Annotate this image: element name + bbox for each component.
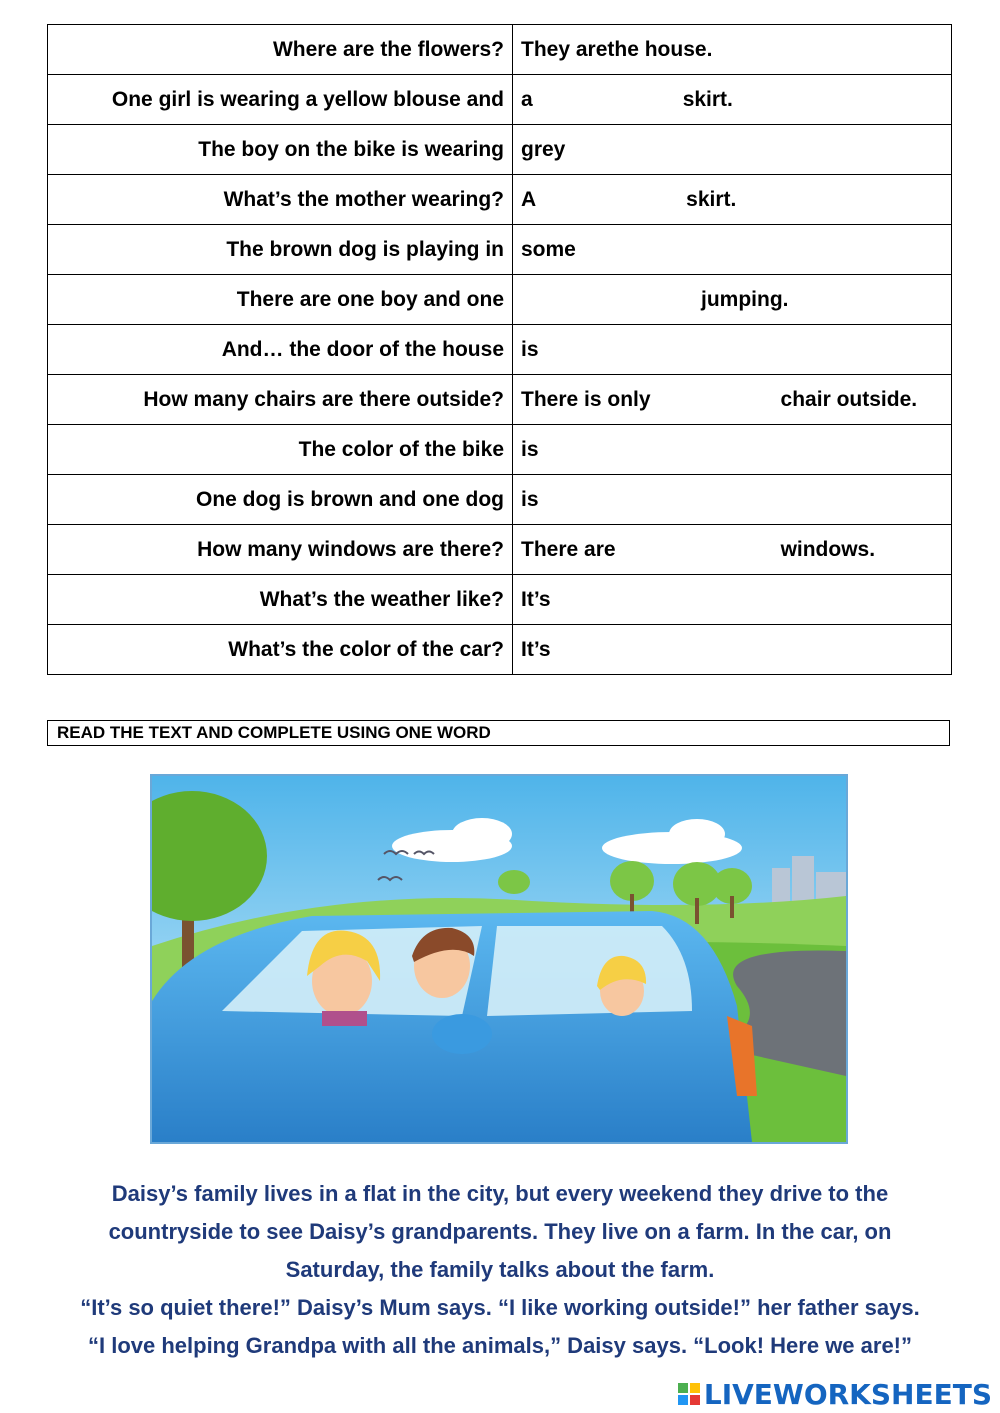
question-cell: What’s the mother wearing? — [48, 175, 513, 225]
question-cell: The brown dog is playing in — [48, 225, 513, 275]
table-row — [48, 125, 952, 175]
answer-cell — [513, 225, 952, 275]
table-row — [48, 475, 952, 525]
answer-suffix: the house. — [607, 37, 713, 61]
answer-prefix: A — [521, 187, 537, 211]
question-cell: The color of the bike — [48, 425, 513, 475]
question-cell: What’s the color of the car? — [48, 625, 513, 675]
instruction-bar: READ THE TEXT AND COMPLETE USING ONE WORD — [47, 720, 950, 746]
answer-cell — [513, 475, 952, 525]
question-cell: There are one boy and one — [48, 275, 513, 325]
table-row — [48, 425, 952, 475]
answer-suffix: jumping. — [701, 287, 789, 311]
table-row — [48, 625, 952, 675]
answer-prefix: They are — [521, 37, 608, 61]
family-car-illustration — [150, 774, 848, 1144]
answer-suffix: windows. — [780, 537, 876, 561]
table-row — [48, 275, 952, 325]
answer-cell — [513, 425, 952, 475]
reading-text — [30, 1175, 970, 1365]
table-row — [48, 575, 952, 625]
question-cell: The boy on the bike is wearing — [48, 125, 513, 175]
question-cell: Where are the flowers? — [48, 25, 513, 75]
liveworksheets-logo — [678, 1376, 992, 1412]
table-row — [48, 525, 952, 575]
answer-cell — [513, 375, 952, 425]
table-row — [48, 375, 952, 425]
answer-cell — [513, 175, 952, 225]
answer-suffix: skirt. — [682, 87, 733, 111]
table-row — [48, 175, 952, 225]
answer-prefix: There is only — [521, 387, 651, 411]
story-line: Daisy’s family lives in a flat in the city, but every weekend they drive to the — [111, 1181, 889, 1206]
question-cell: How many chairs are there outside? — [48, 375, 513, 425]
answer-suffix: chair outside. — [780, 387, 918, 411]
story-line: Saturday, the family talks about the farm. — [285, 1257, 715, 1282]
answer-prefix: is — [521, 487, 539, 511]
answer-prefix: There are — [521, 537, 616, 561]
story-line: “I love helping Grandpa with all the animals,” Daisy says. “Look! Here we are!” — [87, 1333, 913, 1358]
question-cell: How many windows are there? — [48, 525, 513, 575]
logo-wordmark: LIVEWORKSHEETS — [703, 1377, 992, 1411]
table-row — [48, 325, 952, 375]
answer-prefix: grey — [521, 137, 566, 161]
answer-prefix: It’s — [521, 587, 551, 611]
answer-cell — [513, 125, 952, 175]
answer-cell — [513, 275, 952, 325]
answer-cell — [513, 25, 952, 75]
question-cell: One dog is brown and one dog — [48, 475, 513, 525]
answer-cell — [513, 75, 952, 125]
story-line: countryside to see Daisy’s grandparents. They live on a farm. In the car, on — [108, 1219, 892, 1244]
answer-prefix: is — [521, 337, 539, 361]
answer-cell — [513, 325, 952, 375]
answer-cell — [513, 575, 952, 625]
question-cell: And… the door of the house — [48, 325, 513, 375]
table-row — [48, 75, 952, 125]
answer-cell — [513, 525, 952, 575]
question-table — [47, 24, 952, 675]
question-cell: One girl is wearing a yellow blouse and — [48, 75, 513, 125]
question-cell: What’s the weather like? — [48, 575, 513, 625]
answer-prefix: It’s — [521, 637, 551, 661]
table-row — [48, 25, 952, 75]
answer-prefix: is — [521, 437, 539, 461]
table-row — [48, 225, 952, 275]
answer-suffix: skirt. — [686, 187, 737, 211]
answer-prefix: a — [521, 87, 533, 111]
logo-mark-icon — [678, 1383, 700, 1405]
answer-cell — [513, 625, 952, 675]
answer-prefix: some — [521, 237, 576, 261]
story-line: “It’s so quiet there!” Daisy’s Mum says. “I like working outside!” her father says. — [80, 1295, 920, 1320]
